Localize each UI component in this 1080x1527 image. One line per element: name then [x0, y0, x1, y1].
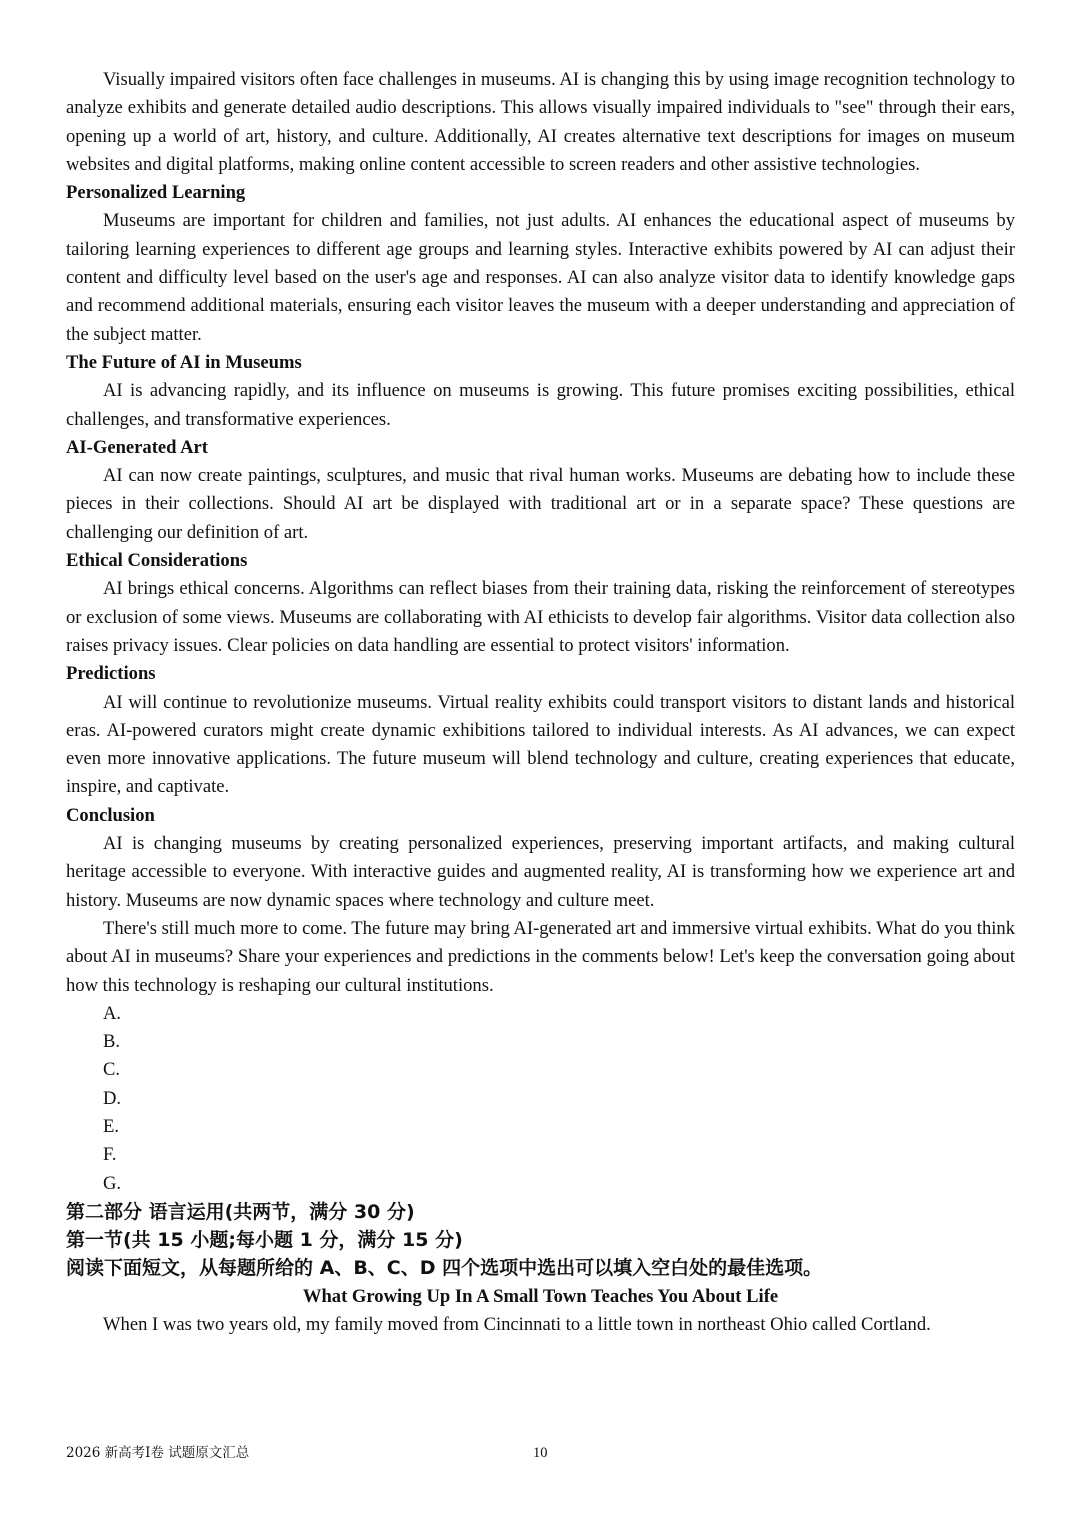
option-b: B.	[103, 1031, 121, 1053]
answer-options	[66, 1000, 1015, 1198]
paragraph-conclusion-2: There's still much more to come. The future may bring AI-generated art and immersive virtual exhibits. What do you think about AI in museums? Share your experiences and predictions in the comments below! Let's keep the conversation going about how this technology is reshaping our cultural institutions.	[66, 917, 1015, 996]
heading-future-of-ai: The Future of AI in Museums	[66, 351, 302, 373]
document-body	[66, 66, 1015, 1339]
paragraph-ethical-considerations: AI brings ethical concerns. Algorithms can reflect biases from their training data, risking the reinforcement of stereotypes or exclusion of some views. Museums are collaborating with AI ethicists to develop fair algorithms. Visitor data collection also raises privacy issues. Clear policies on data handling are essential to protect visitors' information.	[66, 578, 1015, 656]
story-title: What Growing Up In A Small Town Teaches You About Life	[302, 1285, 779, 1307]
paragraph-ai-generated-art: AI can now create paintings, sculptures, and music that rival human works. Museums are debating how to include these pieces in their collections. Should AI art be displayed with traditional art or in a separate space? These questions are challenging our definition of art.	[66, 465, 1015, 543]
option-f: F.	[103, 1144, 117, 1166]
paragraph-visually-impaired: Visually impaired visitors often face challenges in museums. AI is changing this by using image recognition technology to analyze exhibits and generate detailed audio descriptions. This allows visually impaired individuals to "see" through their ears, opening up a world of art, history, and culture. Additionally, AI creates alternative text descriptions for images on museum websites and digital platforms, making online content accessible to screen readers and other assistive technologies.	[66, 69, 1015, 175]
paragraph-predictions: AI will continue to revolutionize museums. Virtual reality exhibits could transport visitors to distant lands and historical eras. AI-powered curators might create dynamic exhibitions tailored to individual interests. As AI advances, we can expect even more innovative applications. The future museum will blend technology and culture, creating experiences that educate, inspire, and captivate.	[66, 691, 1015, 798]
option-c: C.	[103, 1059, 121, 1081]
paragraph-conclusion-1: AI is changing museums by creating personalized experiences, preserving important artifacts, and making cultural heritage accessible to everyone. With interactive guides and augmented reality, AI is transforming how we experience art and history. Museums are now dynamic spaces where technology and culture meet.	[66, 833, 1015, 911]
paragraph-future-of-ai: AI is advancing rapidly, and its influence on museums is growing. This future promises exciting possibilities, ethical challenges, and transformative experiences.	[66, 380, 1015, 430]
part2-instruction: 阅读下面短文，从每题所给的 A、B、C、D 四个选项中选出可以填入空白处的最佳选项。	[66, 1257, 823, 1280]
heading-ethical-considerations: Ethical Considerations	[66, 550, 248, 572]
heading-conclusion: Conclusion	[66, 804, 155, 826]
part2-section1: 第一节(共 15 小题;每小题 1 分，满分 15 分)	[66, 1229, 463, 1252]
exam-label: 2026 新高考I卷 试题原文汇总	[66, 1445, 250, 1461]
page-number: 10	[533, 1445, 548, 1461]
story-first-line: When I was two years old, my family moved from Cincinnati to a little town in northeast Ohio called Cortland.	[103, 1314, 931, 1336]
option-e: E.	[103, 1115, 120, 1137]
option-d: D.	[103, 1087, 122, 1109]
heading-predictions: Predictions	[66, 663, 156, 685]
heading-ai-generated-art: AI-Generated Art	[66, 436, 208, 458]
paragraph-personalized-learning: Museums are important for children and families, not just adults. AI enhances the educational aspect of museums by tailoring learning experiences to different age groups and learning styles. Interactive exhibits powered by AI can adjust their content and difficulty level based on the user's age and responses. AI can also analyze visitor data to identify knowledge gaps and recommend additional materials, ensuring each visitor leaves the museum with a deeper understanding and appreciation of the subject matter.	[66, 210, 1015, 345]
option-g: G.	[103, 1172, 122, 1194]
part2-title: 第二部分 语言运用(共两节，满分 30 分)	[66, 1200, 415, 1223]
heading-personalized-learning: Personalized Learning	[66, 182, 246, 204]
option-a: A.	[103, 1002, 122, 1024]
